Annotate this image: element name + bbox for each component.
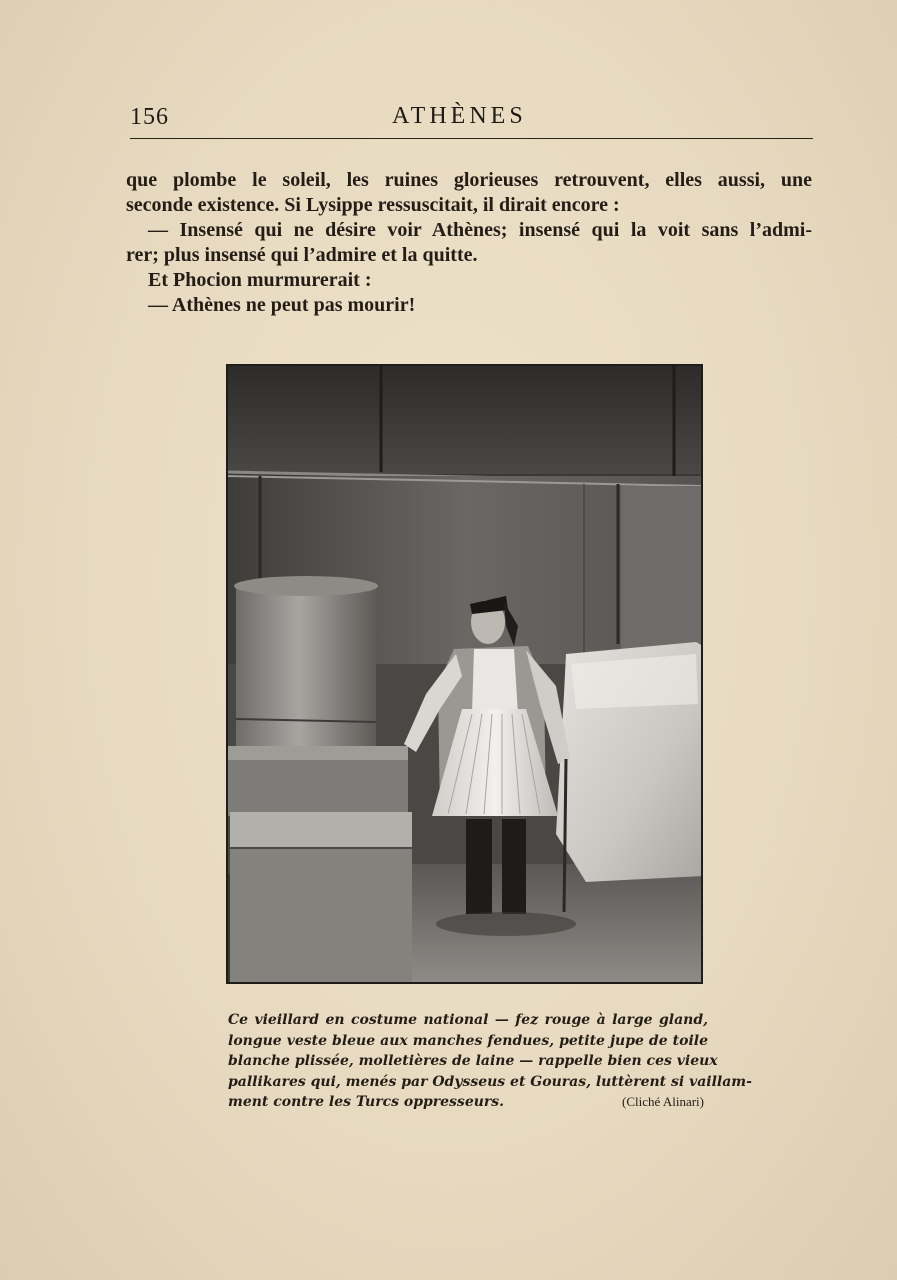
running-title: ATHÈNES	[392, 103, 527, 129]
body-line: seconde existence. Si Lysippe ressuscitait, il dirait encore :	[126, 194, 620, 216]
caption-line: Ce vieillard en costume national — fez rouge à large gland,	[228, 1012, 708, 1028]
caption-line: longue veste bleue aux manches fendues, petite jupe de toile	[228, 1032, 708, 1049]
caption-line: pallikares qui, menés par Odysseus et Gouras, luttèrent si vaillam-	[228, 1073, 752, 1090]
body-text	[126, 168, 812, 318]
caption-line: blanche plissée, molletières de laine — rappelle bien ces vieux	[228, 1053, 718, 1069]
page-header	[130, 100, 813, 138]
body-line: rer; plus insensé qui l’admire et la quitte.	[126, 244, 478, 266]
body-line: — Insensé qui ne désire voir Athènes; insensé qui la voit sans l’admi-	[148, 219, 812, 241]
body-line: — Athènes ne peut pas mourir!	[148, 294, 416, 316]
body-line: que plombe le soleil, les ruines glorieuses retrouvent, elles aussi, une	[126, 169, 812, 191]
photo-caption	[228, 1010, 752, 1113]
caption-last-line	[228, 1092, 708, 1113]
page-number: 156	[130, 104, 169, 130]
body-line: Et Phocion murmurerait :	[148, 269, 372, 291]
caption-line: ment contre les Turcs oppresseurs.	[228, 1094, 505, 1110]
header-rule	[130, 138, 813, 139]
photo-credit: (Cliché Alinari)	[622, 1094, 704, 1109]
photograph-old-man-in-national-costume	[226, 364, 703, 984]
